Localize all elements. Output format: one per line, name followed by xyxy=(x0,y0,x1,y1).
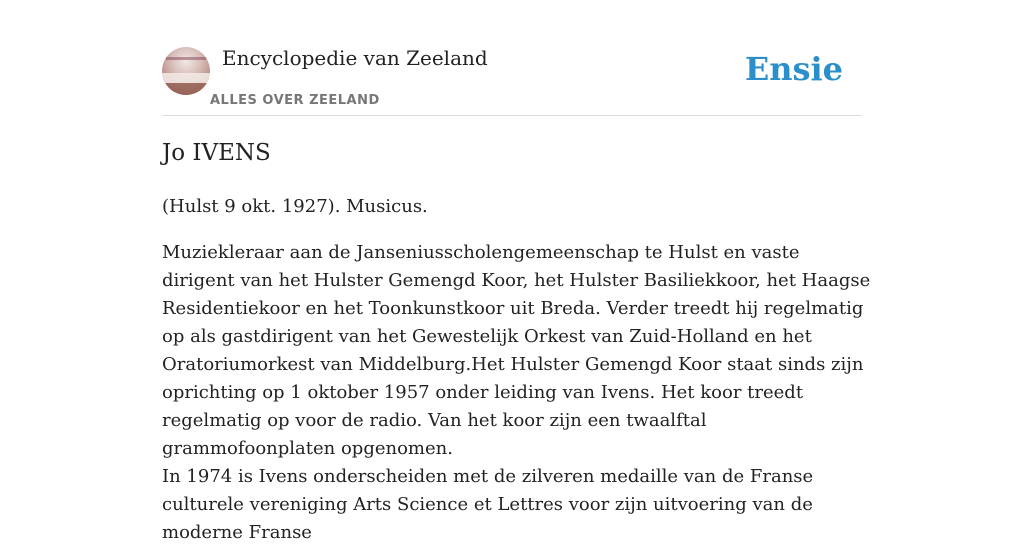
site-tagline: ALLES OVER ZEELAND xyxy=(210,93,380,108)
site-name-link[interactable]: Encyclopedie van Zeeland xyxy=(222,46,488,70)
ensie-brand-logo[interactable]: Ensie xyxy=(744,50,843,88)
avatar-image-detail xyxy=(166,57,206,60)
article-title: Jo IVENS xyxy=(162,140,271,166)
article-intro: (Hulst 9 okt. 1927). Musicus. xyxy=(162,196,428,217)
site-header xyxy=(162,0,862,116)
page-container xyxy=(162,0,871,543)
avatar-image-detail xyxy=(162,73,210,83)
site-logo-avatar[interactable] xyxy=(162,47,210,95)
article-paragraph: Muziekleraar aan de Janseniusscholengemeenschap te Hulst en vaste dirigent van het Hulster Gemengd Koor, het Hulster Basiliekkoor, het Haagse Residentiekoor en het Toonkunstkoor uit Breda. Verder treedt hij regelmatig op als gastdirigent van het Gewestelijk Orkest van Zuid-Holland en het Oratoriumorkest van Middelburg.Het Hulster Gemengd Koor staat sinds zijn oprichting op 1 oktober 1957 onder leiding van Ivens. Het koor treedt regelmatig op voor de radio. Van het koor zijn een twaalftal grammofoonplaten opgenomen. xyxy=(162,242,871,459)
avatar-image-detail xyxy=(162,83,210,95)
article-paragraph: In 1974 is Ivens onderscheiden met de zilveren medaille van de Franse culturele vereniging Arts Science et Lettres voor zijn uitvoering van de moderne Franse xyxy=(162,466,814,543)
